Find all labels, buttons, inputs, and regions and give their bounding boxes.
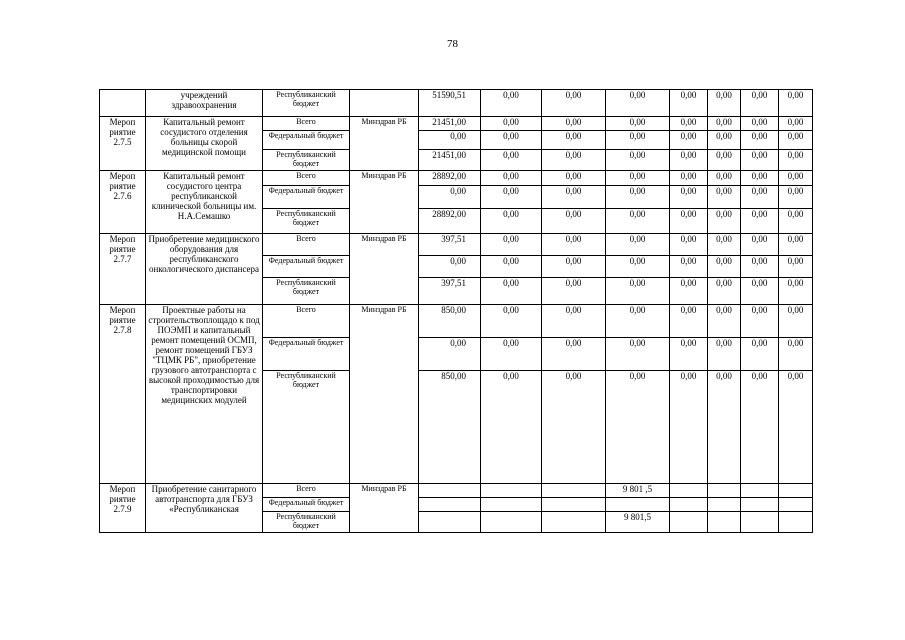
value-cell: 0,00 [670,209,708,234]
value-cell: 0,00 [741,90,779,117]
value-cell: 0,00 [606,131,670,150]
event-code-cell: Мероп риятие 2.7.5 [100,117,146,171]
value-cell [741,512,779,533]
table-row [100,234,813,256]
value-cell: 9 801,5 [606,512,670,533]
executor-cell [350,90,419,117]
value-cell: 0,00 [481,117,542,131]
value-cell: 0,00 [606,338,670,371]
table-row [100,117,813,131]
value-cell: 0,00 [481,150,542,171]
value-cell: 0,00 [670,305,708,338]
funding-source-cell: Всего [263,117,350,131]
amount-cell: 51590,51 [419,90,481,117]
value-cell: 0,00 [542,90,606,117]
value-cell [779,484,813,498]
amount-cell: 21451,00 [419,150,481,171]
value-cell: 0,00 [481,256,542,278]
value-cell [741,498,779,512]
value-cell: 0,00 [708,171,741,186]
amount-cell: 21451,00 [419,117,481,131]
value-cell: 0,00 [741,171,779,186]
executor-cell: Минздрав РБ [350,484,419,533]
event-code-cell: Мероп риятие 2.7.6 [100,171,146,234]
event-name-cell: Приобретение санитарного автотранспорта для ГБУЗ «Республиканская [146,484,263,533]
value-cell: 0,00 [542,338,606,371]
value-cell: 0,00 [542,131,606,150]
value-cell: 0,00 [670,256,708,278]
value-cell: 0,00 [741,305,779,338]
value-cell: 0,00 [606,117,670,131]
value-cell: 0,00 [708,338,741,371]
value-cell: 0,00 [708,209,741,234]
amount-cell: 0,00 [419,131,481,150]
value-cell: 0,00 [779,186,813,209]
executor-cell: Минздрав РБ [350,171,419,234]
value-cell: 0,00 [542,186,606,209]
funding-source-cell: Всего [263,234,350,256]
value-cell [741,484,779,498]
value-cell: 0,00 [670,371,708,484]
value-cell [779,498,813,512]
value-cell: 9 801 ,5 [606,484,670,498]
funding-source-cell: Республиканский бюджет [263,209,350,234]
value-cell: 0,00 [542,278,606,305]
table-body [100,90,813,533]
value-cell: 0,00 [708,305,741,338]
table-row [100,90,813,117]
table-row [100,171,813,186]
funding-source-cell: Федеральный бюджет [263,186,350,209]
value-cell: 0,00 [779,90,813,117]
funding-source-cell: Республиканский бюджет [263,150,350,171]
value-cell: 0,00 [481,131,542,150]
value-cell: 0,00 [481,371,542,484]
value-cell: 0,00 [741,117,779,131]
value-cell: 0,00 [779,171,813,186]
event-code-cell [100,90,146,117]
value-cell: 0,00 [481,234,542,256]
value-cell: 0,00 [708,278,741,305]
table-row [100,484,813,498]
amount-cell: 850,00 [419,371,481,484]
value-cell: 0,00 [779,117,813,131]
executor-cell: Минздрав РБ [350,234,419,305]
value-cell: 0,00 [606,209,670,234]
value-cell: 0,00 [779,305,813,338]
value-cell: 0,00 [708,256,741,278]
budget-table [99,89,813,533]
value-cell: 0,00 [741,338,779,371]
value-cell: 0,00 [606,278,670,305]
value-cell: 0,00 [542,371,606,484]
event-code-cell: Мероп риятие 2.7.7 [100,234,146,305]
event-name-cell: Капитальный ремонт сосудистого центра республиканской клинической больницы им. Н.А.Семашко [146,171,263,234]
value-cell: 0,00 [606,90,670,117]
event-code-cell: Мероп риятие 2.7.8 [100,305,146,484]
value-cell: 0,00 [542,234,606,256]
value-cell: 0,00 [670,90,708,117]
value-cell: 0,00 [606,186,670,209]
value-cell: 0,00 [670,117,708,131]
value-cell: 0,00 [741,131,779,150]
funding-source-cell: Всего [263,305,350,338]
value-cell: 0,00 [606,305,670,338]
value-cell [606,498,670,512]
funding-source-cell: Всего [263,484,350,498]
amount-cell: 0,00 [419,338,481,371]
value-cell: 0,00 [708,234,741,256]
value-cell: 0,00 [670,186,708,209]
value-cell: 0,00 [670,278,708,305]
value-cell [481,498,542,512]
value-cell [708,498,741,512]
value-cell: 0,00 [606,256,670,278]
amount-cell: 850,00 [419,305,481,338]
funding-source-cell: Республиканский бюджет [263,278,350,305]
value-cell: 0,00 [670,234,708,256]
value-cell [779,512,813,533]
funding-source-cell: Республиканский бюджет [263,371,350,484]
amount-cell: 28892,00 [419,209,481,234]
value-cell [542,512,606,533]
value-cell: 0,00 [670,338,708,371]
funding-source-cell: Федеральный бюджет [263,498,350,512]
value-cell: 0,00 [779,256,813,278]
value-cell: 0,00 [542,150,606,171]
value-cell: 0,00 [606,234,670,256]
value-cell [708,484,741,498]
funding-source-cell: Федеральный бюджет [263,338,350,371]
funding-source-cell: Всего [263,171,350,186]
event-name-cell: Приобретение медицинского оборудования для республиканского онкологического диспансера [146,234,263,305]
value-cell: 0,00 [481,171,542,186]
funding-source-cell: Республиканский бюджет [263,512,350,533]
table-row [100,305,813,338]
value-cell: 0,00 [779,150,813,171]
value-cell: 0,00 [708,371,741,484]
value-cell: 0,00 [670,171,708,186]
value-cell: 0,00 [741,278,779,305]
value-cell: 0,00 [779,209,813,234]
value-cell: 0,00 [741,209,779,234]
value-cell: 0,00 [779,131,813,150]
amount-cell [419,512,481,533]
value-cell [481,484,542,498]
value-cell: 0,00 [481,186,542,209]
value-cell: 0,00 [779,371,813,484]
event-name-cell: Капитальный ремонт сосудистого отделения больницы скорой медицинской помощи [146,117,263,171]
value-cell: 0,00 [741,234,779,256]
amount-cell: 397,51 [419,234,481,256]
amount-cell: 397,51 [419,278,481,305]
amount-cell [419,484,481,498]
value-cell: 0,00 [542,209,606,234]
value-cell [481,512,542,533]
value-cell: 0,00 [542,256,606,278]
amount-cell: 28892,00 [419,171,481,186]
value-cell: 0,00 [741,371,779,484]
value-cell: 0,00 [708,117,741,131]
value-cell: 0,00 [481,278,542,305]
value-cell: 0,00 [542,117,606,131]
value-cell: 0,00 [481,209,542,234]
value-cell: 0,00 [779,338,813,371]
value-cell: 0,00 [708,150,741,171]
value-cell: 0,00 [542,305,606,338]
value-cell: 0,00 [481,305,542,338]
value-cell: 0,00 [708,186,741,209]
page-number: 78 [447,38,458,50]
value-cell [670,498,708,512]
funding-source-cell: Федеральный бюджет [263,256,350,278]
amount-cell: 0,00 [419,186,481,209]
value-cell [670,484,708,498]
value-cell [542,484,606,498]
executor-cell: Минздрав РБ [350,305,419,484]
value-cell: 0,00 [481,338,542,371]
value-cell: 0,00 [708,131,741,150]
value-cell [670,512,708,533]
value-cell: 0,00 [708,90,741,117]
value-cell: 0,00 [670,131,708,150]
value-cell: 0,00 [779,278,813,305]
value-cell: 0,00 [670,150,708,171]
funding-source-cell: Федеральный бюджет [263,131,350,150]
value-cell: 0,00 [481,90,542,117]
executor-cell: Минздрав РБ [350,117,419,171]
value-cell: 0,00 [741,256,779,278]
value-cell: 0,00 [606,150,670,171]
value-cell: 0,00 [741,186,779,209]
amount-cell: 0,00 [419,256,481,278]
event-code-cell: Мероп риятие 2.7.9 [100,484,146,533]
value-cell: 0,00 [606,171,670,186]
value-cell [708,512,741,533]
value-cell: 0,00 [542,171,606,186]
amount-cell [419,498,481,512]
event-name-cell: учреждений здравоохранения [146,90,263,117]
funding-source-cell: Республиканский бюджет [263,90,350,117]
value-cell: 0,00 [779,234,813,256]
value-cell [542,498,606,512]
value-cell: 0,00 [741,150,779,171]
event-name-cell: Проектные работы на строительствоплощадо к под ПОЭМП и капитальный ремонт помещений ОСМП, ремонт помещений ГБУЗ "ТЦМК РБ", приобретение грузового автотранспорта с высокой проходимостью для транспортировки медицинских модулей [146,305,263,484]
value-cell: 0,00 [606,371,670,484]
